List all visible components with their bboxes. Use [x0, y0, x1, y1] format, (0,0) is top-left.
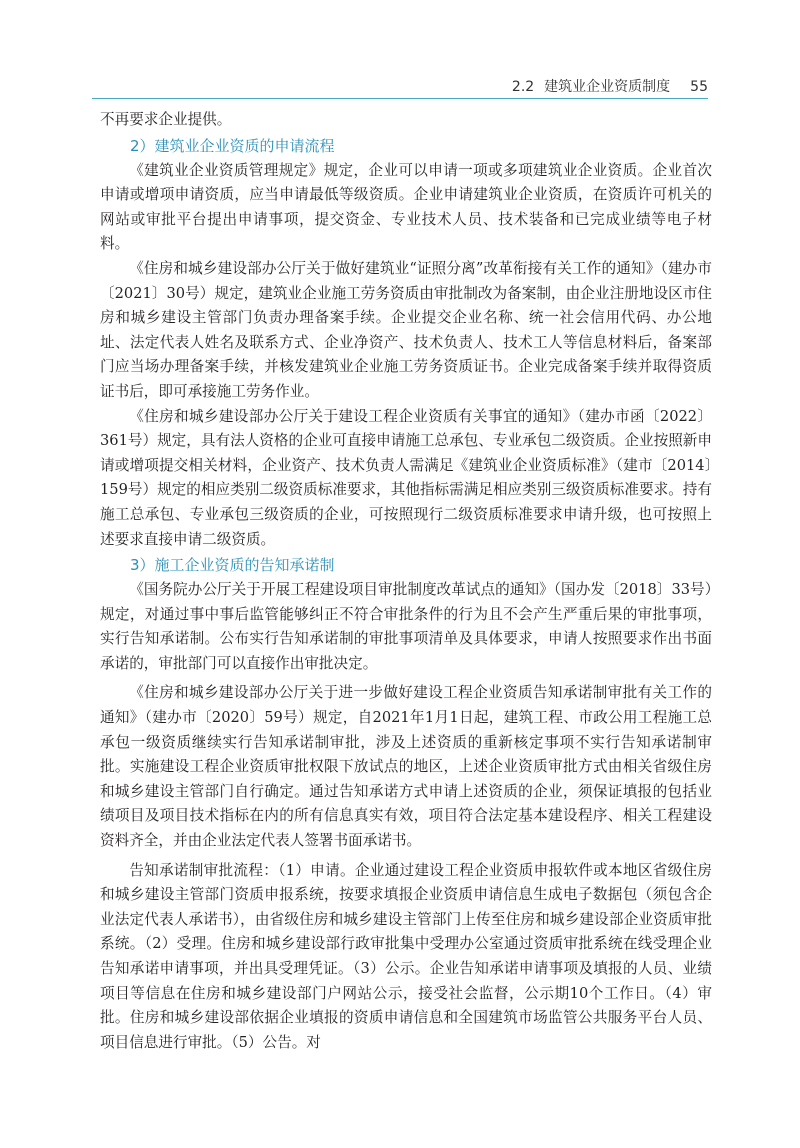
paragraph: 《建筑业企业资质管理规定》规定，企业可以申请一项或多项建筑业企业资质。企业首次申请或增项申请资质，应当申请最低等级资质。企业申请建筑业企业资质，在资质许可机关的网站或审批平台提出申请事项，提交资金、专业技术人员、技术装备和已完成业绩等电子材料。 [100, 161, 712, 253]
page-body [100, 108, 712, 1055]
paragraph: 《住房和城乡建设部办公厅关于进一步做好建设工程企业资质告知承诺制审批有关工作的通知》（建办市〔2020〕59号）规定，自2021年1月1日起，建筑工程、市政公用工程施工总承包一级资质继续实行告知承诺制审批，涉及上述资质的重新核定事项不实行告知承诺制审批。实施建设工程企业资质审批权限下放试点的地区，上述企业资质审批方式由相关省级住房和城乡建设主管部门自行确定。通过告知承诺方式申请上述资质的企业，须保证填报的包括业绩项目及项目技术指标在内的所有信息真实有效，项目符合法定基本建设程序、相关工程建设资料齐全，并由企业法定代表人签署书面承诺书。 [100, 684, 712, 850]
paragraph: 告知承诺制审批流程：（1）申请。企业通过建设工程企业资质申报软件或本地区省级住房和城乡建设主管部门资质申报系统，按要求填报企业资质申请信息生成电子数据包（须包含企业法定代表人承诺书），由省级住房和城乡建设主管部门上传至住房和城乡建设部企业资质审批系统。（2）受理。住房和城乡建设部行政审批集中受理办公室通过资质审批系统在线受理企业告知承诺申请事项，并出具受理凭证。（3）公示。企业告知承诺申请事项及填报的人员、业绩项目等信息在住房和城乡建设部门户网站公示，接受社会监督，公示期10个工作日。（4）审批。住房和城乡建设部依据企业填报的资质申请信息和全国建筑市场监管公共服务平台人员、项目信息进行审批。（5）公告。对 [100, 861, 712, 1051]
paragraph: 《住房和城乡建设部办公厅关于建设工程企业资质有关事宜的通知》（建办市函〔2022〕361号）规定，具有法人资格的企业可直接申请施工总承包、专业承包二级资质。企业按照新申请或增项提交相关材料，企业资产、技术负责人需满足《建筑业企业资质标准》（建市〔2014〕159号）规定的相应类别二级资质标准要求，其他指标需满足相应类别三级资质标准要求。持有施工总承包、专业承包三级资质的企业，可按照现行二级资质标准要求申请升级，也可按照上述要求直接申请二级资质。 [100, 407, 712, 548]
section-number: 2.2 [511, 79, 535, 95]
section-title: 建筑业企业资质制度 [544, 79, 671, 95]
paragraph-continuation: 不再要求企业提供。 [100, 111, 232, 128]
subsection-heading-application-process: 2）建筑业企业资质的申请流程 [130, 136, 335, 155]
running-header [512, 76, 708, 96]
subsection-heading-notification-commitment: 3）施工企业资质的告知承诺制 [130, 556, 335, 575]
page-number: 55 [690, 79, 708, 95]
paragraph: 《住房和城乡建设部办公厅关于做好建筑业“证照分离”改革衔接有关工作的通知》（建办市〔2021〕30号）规定，建筑业企业施工劳务资质由审批制改为备案制，由企业注册地设区市住房和城乡建设主管部门负责办理备案手续。企业提交企业名称、统一社会信用代码、办公地址、法定代表人姓名及联系方式、企业净资产、技术负责人、技术工人等信息材料后，备案部门应当场办理备案手续，并核发建筑业企业施工劳务资质证书。企业完成备案手续并取得资质证书后，即可承接施工劳务作业。 [100, 259, 712, 400]
header-rule [92, 98, 708, 99]
paragraph: 《国务院办公厅关于开展工程建设项目审批制度改革试点的通知》（国办发〔2018〕33号）规定，对通过事中事后监管能够纠正不符合审批条件的行为且不会产生严重后果的审批事项，实行告知承诺制。公布实行告知承诺制的审批事项清单及具体要求，申请人按照要求作出书面承诺的，审批部门可以直接作出审批决定。 [100, 581, 712, 672]
